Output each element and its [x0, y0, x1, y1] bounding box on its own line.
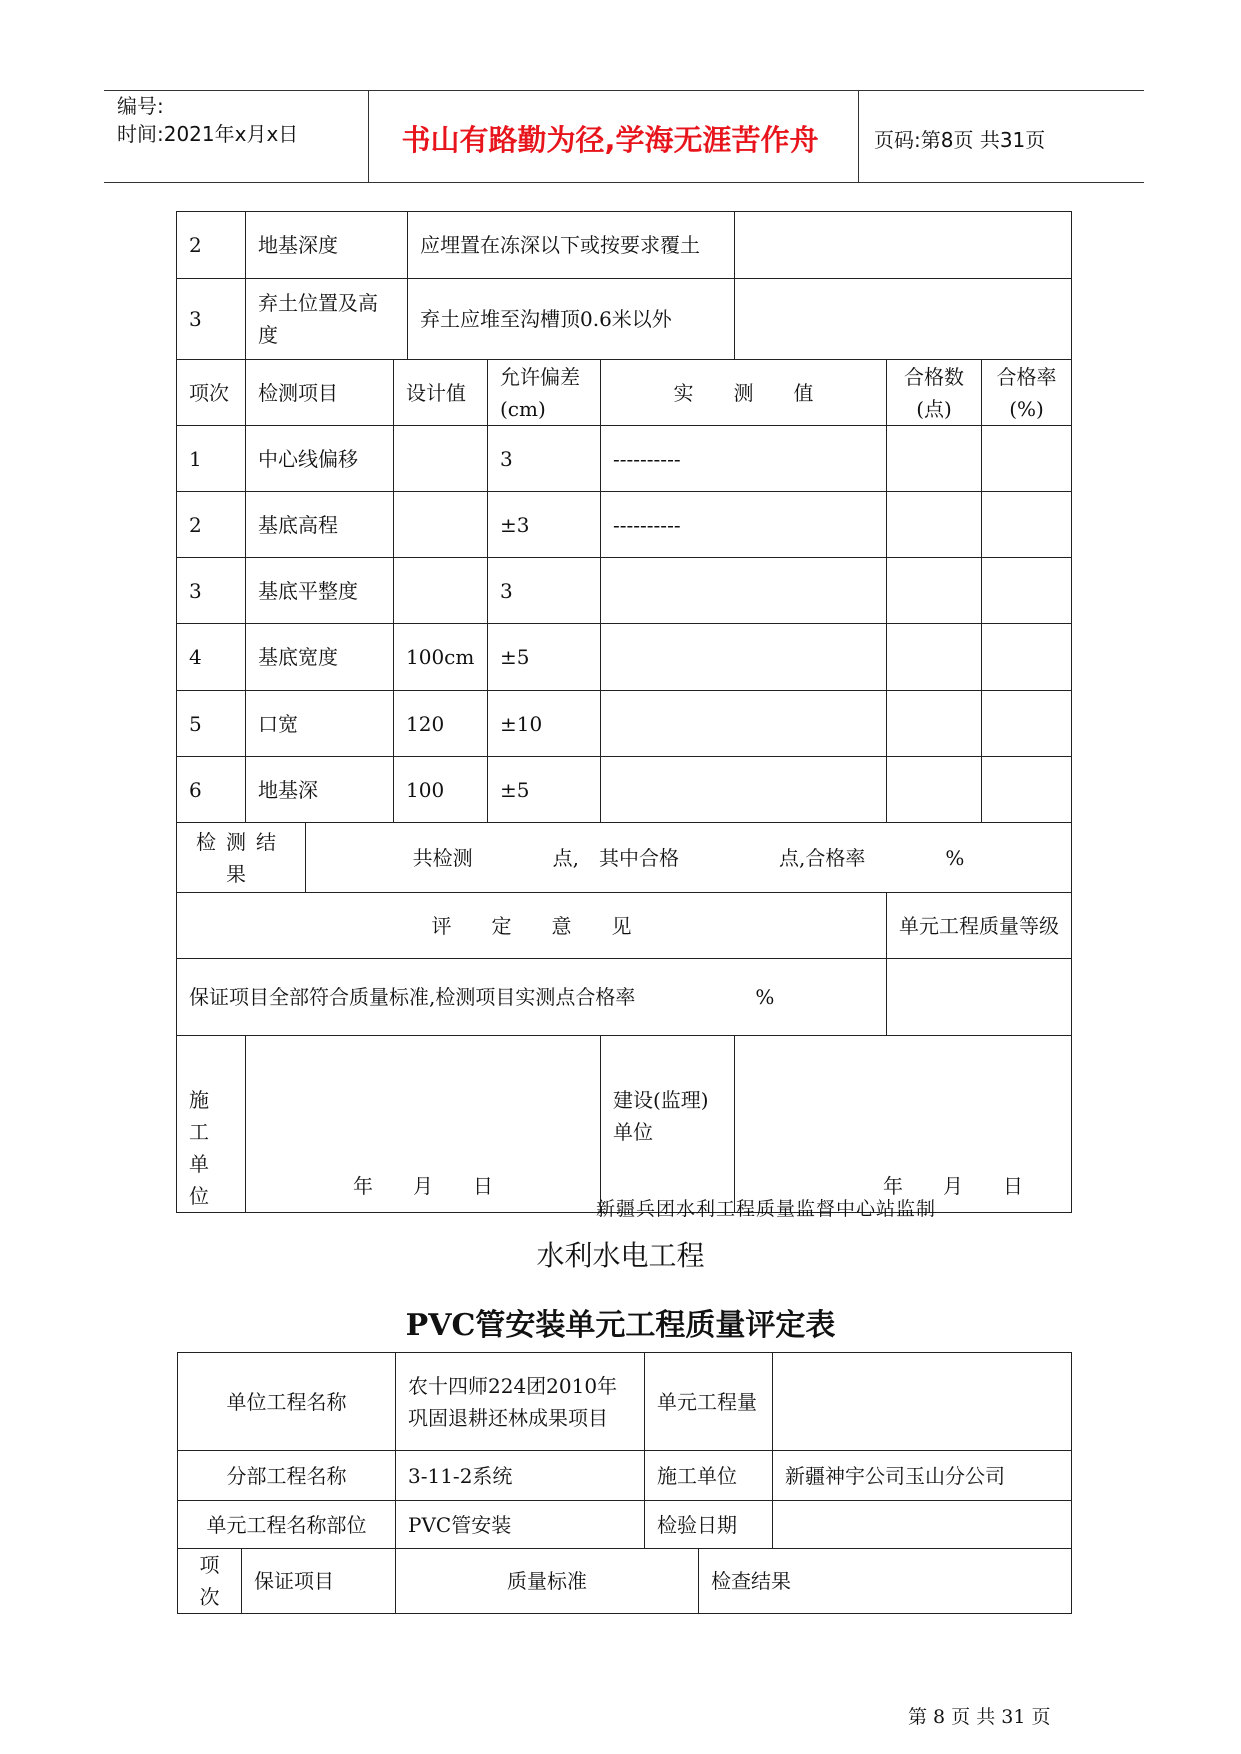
header-tolerance: 允许偏差(cm) — [488, 360, 601, 426]
inspect-date-label: 检验日期 — [645, 1501, 773, 1549]
construction-unit-label: 施工单位 — [177, 1036, 246, 1213]
row-item: 口宽 — [246, 691, 394, 757]
opinion-header-row — [177, 893, 1072, 959]
row-standard: 弃土应堆至沟槽顶0.6米以外 — [408, 279, 735, 360]
row-tolerance: 3 — [488, 426, 601, 492]
page-footer: 第 8 页 共 31 页 — [908, 1706, 1051, 1728]
opinion-label: 评 定 意 见 — [177, 893, 887, 959]
pvc-assessment-table — [177, 1352, 1072, 1614]
row-measured — [601, 624, 887, 691]
result-row — [177, 823, 1072, 893]
table-row — [177, 492, 1072, 558]
table-row — [178, 1501, 1072, 1549]
inspection-table — [176, 211, 1072, 1213]
col-item: 保证项目 — [242, 1549, 396, 1614]
row-item: 基底高程 — [246, 492, 394, 558]
row-item: 基底平整度 — [246, 558, 394, 624]
row-no: 2 — [177, 492, 246, 558]
row-tolerance: ±10 — [488, 691, 601, 757]
supervision-note: 新疆兵团水利工程质量监督中心站监制 — [596, 1198, 937, 1220]
row-item: 中心线偏移 — [246, 426, 394, 492]
row-pass-count — [887, 624, 982, 691]
row-no: 5 — [177, 691, 246, 757]
unit-quantity-value — [773, 1353, 1072, 1451]
row-pass-count — [887, 492, 982, 558]
row-measured: ---------- — [601, 426, 887, 492]
unit-project-label: 单位工程名称 — [178, 1353, 396, 1451]
row-pass-rate — [982, 492, 1072, 558]
construction-date: 年 月 日 — [246, 1036, 601, 1213]
header-left — [117, 92, 298, 148]
header-number-label: 编号: — [117, 94, 164, 118]
grade-label: 单元工程质量等级 — [887, 893, 1072, 959]
row-design: 100cm — [394, 624, 488, 691]
unit-quantity-label: 单元工程量 — [645, 1353, 773, 1451]
header-page-label: 页码:第8页 共31页 — [874, 128, 1046, 152]
row-measured — [601, 691, 887, 757]
col-standard: 质量标准 — [396, 1549, 699, 1614]
header-time-label: 时间:2021年x月x日 — [117, 122, 299, 146]
element-value: PVC管安装 — [396, 1501, 645, 1549]
result-label: 检测结果 — [177, 823, 306, 893]
header-item: 检测项目 — [246, 360, 394, 426]
row-result — [735, 279, 1072, 360]
supervision-unit-label: 建设(监理)单位 — [601, 1036, 735, 1213]
row-pass-count — [887, 691, 982, 757]
sub-project-value: 3-11-2系统 — [396, 1451, 645, 1501]
table-row — [178, 1451, 1072, 1501]
row-pass-rate — [982, 624, 1072, 691]
header-bottom-rule — [104, 182, 1144, 183]
opinion-row — [177, 959, 1072, 1036]
row-item: 地基深 — [246, 757, 394, 823]
header-design: 设计值 — [394, 360, 488, 426]
document-subtitle: 水利水电工程 — [536, 1239, 705, 1272]
contractor-value: 新疆神宇公司玉山分公司 — [773, 1451, 1072, 1501]
table-row — [177, 279, 1072, 360]
row-measured: ---------- — [601, 492, 887, 558]
column-header-row — [178, 1549, 1072, 1614]
unit-project-value: 农十四师224团2010年巩固退耕还林成果项目 — [396, 1353, 645, 1451]
table-row — [177, 691, 1072, 757]
row-design — [394, 558, 488, 624]
inspect-date-value — [773, 1501, 1072, 1549]
table-row — [177, 624, 1072, 691]
row-tolerance: ±3 — [488, 492, 601, 558]
result-text: 共检测 点, 其中合格 点,合格率 % — [306, 823, 1072, 893]
row-pass-rate — [982, 691, 1072, 757]
row-item: 弃土位置及高度 — [246, 279, 408, 360]
row-no: 1 — [177, 426, 246, 492]
row-tolerance: ±5 — [488, 757, 601, 823]
opinion-text: 保证项目全部符合质量标准,检测项目实测点合格率 % — [177, 959, 887, 1036]
header-no: 项次 — [177, 360, 246, 426]
row-pass-rate — [982, 426, 1072, 492]
header-top-rule — [104, 90, 1144, 91]
document-title: PVC管安装单元工程质量评定表 — [405, 1308, 836, 1343]
header-divider-2 — [858, 90, 859, 183]
row-no: 3 — [177, 279, 246, 360]
row-design — [394, 426, 488, 492]
row-pass-rate — [982, 757, 1072, 823]
header-pass-rate: 合格率(%) — [982, 360, 1072, 426]
row-pass-count — [887, 426, 982, 492]
sub-project-label: 分部工程名称 — [178, 1451, 396, 1501]
header-divider-1 — [368, 90, 369, 183]
row-design: 120 — [394, 691, 488, 757]
table-row — [177, 426, 1072, 492]
row-no: 6 — [177, 757, 246, 823]
col-result: 检查结果 — [699, 1549, 1072, 1614]
row-no: 3 — [177, 558, 246, 624]
header-measured: 实 测 值 — [601, 360, 887, 426]
row-no: 2 — [177, 212, 246, 279]
row-pass-count — [887, 558, 982, 624]
element-label: 单元工程名称部位 — [178, 1501, 396, 1549]
header-motto: 书山有路勤为径,学海无涯苦作舟 — [401, 123, 819, 157]
contractor-label: 施工单位 — [645, 1451, 773, 1501]
row-item: 地基深度 — [246, 212, 408, 279]
supervision-date: 年 月 日 — [735, 1036, 1072, 1213]
row-item: 基底宽度 — [246, 624, 394, 691]
col-no: 项次 — [178, 1549, 242, 1614]
row-result — [735, 212, 1072, 279]
column-header-row — [177, 360, 1072, 426]
row-measured — [601, 558, 887, 624]
row-pass-count — [887, 757, 982, 823]
row-pass-rate — [982, 558, 1072, 624]
row-tolerance: ±5 — [488, 624, 601, 691]
signature-row — [177, 1036, 1072, 1213]
table-row — [177, 558, 1072, 624]
row-measured — [601, 757, 887, 823]
header-pass-count: 合格数(点) — [887, 360, 982, 426]
row-standard: 应埋置在冻深以下或按要求覆土 — [408, 212, 735, 279]
row-design — [394, 492, 488, 558]
table-row — [177, 212, 1072, 279]
row-no: 4 — [177, 624, 246, 691]
grade-value — [887, 959, 1072, 1036]
table-row — [178, 1353, 1072, 1451]
row-tolerance: 3 — [488, 558, 601, 624]
table-row — [177, 757, 1072, 823]
row-design: 100 — [394, 757, 488, 823]
